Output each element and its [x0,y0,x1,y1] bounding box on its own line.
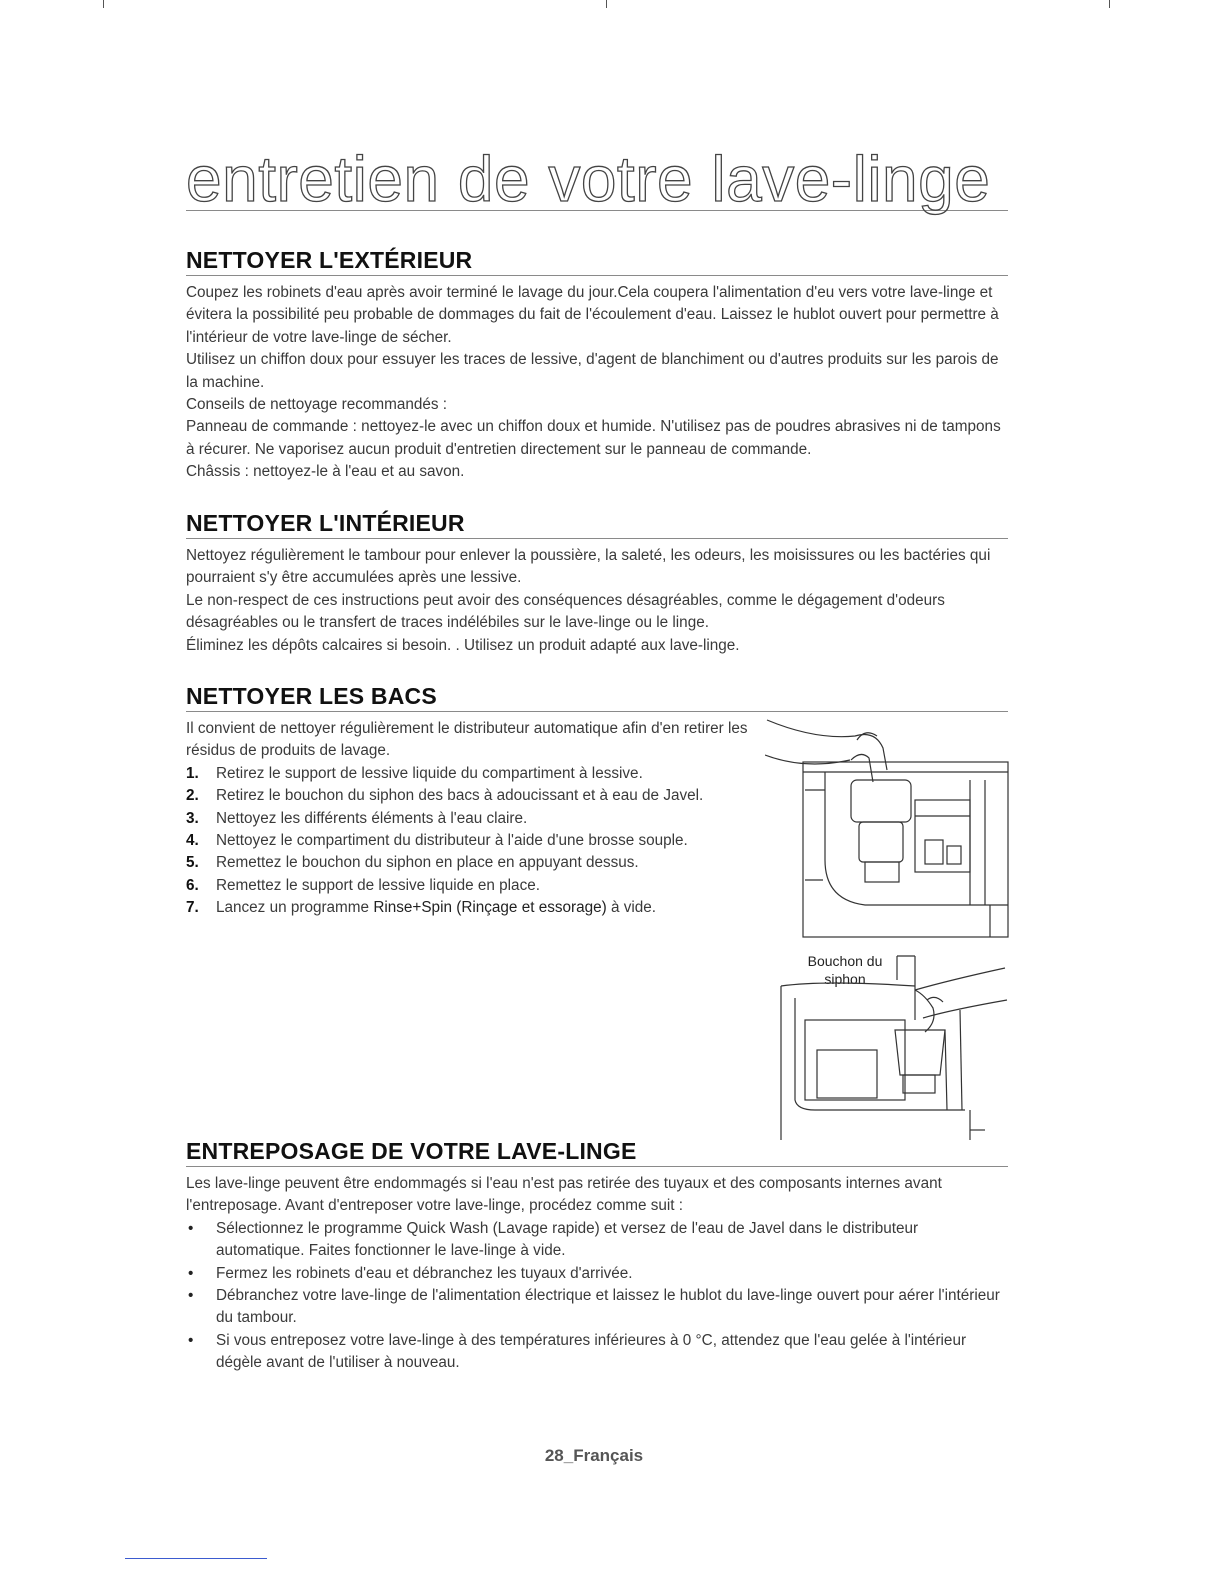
crop-mark-center [606,0,607,8]
bullet-text: Débranchez votre lave-linge de l'alimentation électrique et laissez le hublot du lave-linge ouvert pour aérer l'intérieur du tambour. [216,1287,1000,1327]
page-title: entretien de votre lave-linge [186,148,1008,211]
paragraph: Les lave-linge peuvent être endommagés si l'eau n'est pas retirée des tuyaux et des composants internes avant l'entreposage. Avant d'entreposer votre lave-linge, procédez comme suit : [186,1175,942,1215]
detergent-holder [851,780,911,822]
step-text-after: à vide. [606,899,657,917]
paragraph: Le non-respect de ces instructions peut avoir des conséquences désagréables, comme le dégagement d'odeurs désagréables ou le transfert de traces indélébiles sur le lave-linge ou le linge. [186,591,945,632]
siphon-cap-callout: Bouchon du siphon [807,953,883,987]
list-item [186,852,756,874]
section-heading: NETTOYER L'INTÉRIEUR [186,510,1008,539]
list-item [186,808,756,830]
bacs-text-column [186,718,756,920]
step-text: Nettoyez le compartiment du distributeur à l'aide d'une brosse souple. [216,832,688,850]
paragraph: Utilisez un chiffon doux pour essuyer les traces de lessive, d'agent de blanchiment ou d'autres produits sur les parois de la machine. [186,351,999,391]
bullet-icon: • [188,1219,194,1237]
paragraph: Coupez les robinets d'eau après avoir terminé le lavage du jour.Cela coupera l'alimentation d'eu vers votre lave-linge et évitera la possibilité peu probable de dommages du fait de l'écoulement d'eau. Laissez le hublot ouvert pour permettre à l'intérieur de votre lave-linge de sécher. [186,284,999,346]
paragraph: Panneau de commande : nettoyez-le avec un chiffon doux et humide. N'utilisez pas de poudres abrasives ni de tampons à récurer. Ne vaporisez aucun produit d'entretien directement sur le panneau de commande. [186,418,1001,458]
list-item [186,1330,1008,1375]
paragraph: Châssis : nettoyez-le à l'eau et au savon. [186,463,465,481]
crop-mark-right [1109,0,1110,8]
step-number: 5. [186,854,199,872]
siphon-cap [895,1030,945,1075]
bullet-text: Si vous entreposez votre lave-linge à des températures inférieures à 0 °C, attendez que l'eau gelée à l'intérieur dégèle avant de l'utiliser à nouveau. [216,1331,967,1372]
list-item [186,875,756,897]
section-heading: ENTREPOSAGE DE VOTRE LAVE-LINGE [186,1138,1008,1167]
section-exterieur [186,247,1008,484]
step-number: 7. [186,899,199,917]
arm-outline [915,968,1005,990]
step-number: 3. [186,809,199,827]
bullet-icon: • [188,1264,194,1282]
step-number: 4. [186,832,199,850]
list-item [186,1285,1008,1330]
section-entreposage [186,1138,1008,1375]
section-interieur [186,510,1008,657]
paragraph: Éliminez les dépôts calcaires si besoin. . Utilisez un produit adapté aux lave-linge. [186,636,740,654]
list-item [186,897,756,919]
program-name: Rinse+Spin (Rinçage et essorage) [373,899,607,917]
section-heading: NETTOYER L'EXTÉRIEUR [186,247,1008,276]
steps-list [186,763,756,920]
step-number: 1. [186,764,199,782]
drawer-frame [803,762,1008,937]
page-number: 28_Français [544,1446,644,1465]
arm-outline [765,755,850,764]
step-text: Remettez le support de lessive liquide en place. [216,876,540,894]
drawer-bottom [825,772,1008,905]
siphon-cap-illustration [775,950,1010,1145]
bullet-text: Sélectionnez le programme Quick Wash (Lavage rapide) et versez de l'eau de Javel dans le distributeur automatique. Faites fonctionner le lave-linge à vide. [216,1219,919,1260]
footer-rule [125,1558,267,1559]
bullet-icon: • [188,1331,194,1349]
step-text: Nettoyez les différents éléments à l'eau claire. [216,809,528,827]
compartment-left [805,1020,905,1100]
step-text: Retirez le bouchon du siphon des bacs à adoucissant et à eau de Javel. [216,787,704,805]
bullet-icon: • [188,1287,194,1305]
bullet-list [186,1218,1008,1375]
step-number: 6. [186,876,199,894]
bullet-text: Fermez les robinets d'eau et débranchez les tuyaux d'arrivée. [216,1264,633,1282]
step-text: Remettez le bouchon du siphon en place en appuyant dessus. [216,854,639,872]
list-item [186,763,756,785]
list-item [186,785,756,807]
list-item [186,1218,1008,1263]
crop-mark-left [103,0,104,8]
paragraph: Nettoyez régulièrement le tambour pour enlever la poussière, la saleté, les odeurs, les moisissures ou les bactéries qui pourraient s'y être accumulées après une lessive. [186,547,991,587]
step-text: Retirez le support de lessive liquide du compartiment à lessive. [216,764,643,782]
section-heading: NETTOYER LES BACS [186,683,1008,712]
paragraph: Il convient de nettoyer régulièrement le distributeur automatique afin d'en retirer les résidus de produits de lavage. [186,720,748,760]
paragraph: Conseils de nettoyage recommandés : [186,396,448,414]
list-item [186,1263,1008,1285]
dispenser-removal-illustration [765,700,1010,940]
step-text-before: Lancez un programme [216,899,374,917]
list-item [186,830,756,852]
step-number: 2. [186,787,199,805]
